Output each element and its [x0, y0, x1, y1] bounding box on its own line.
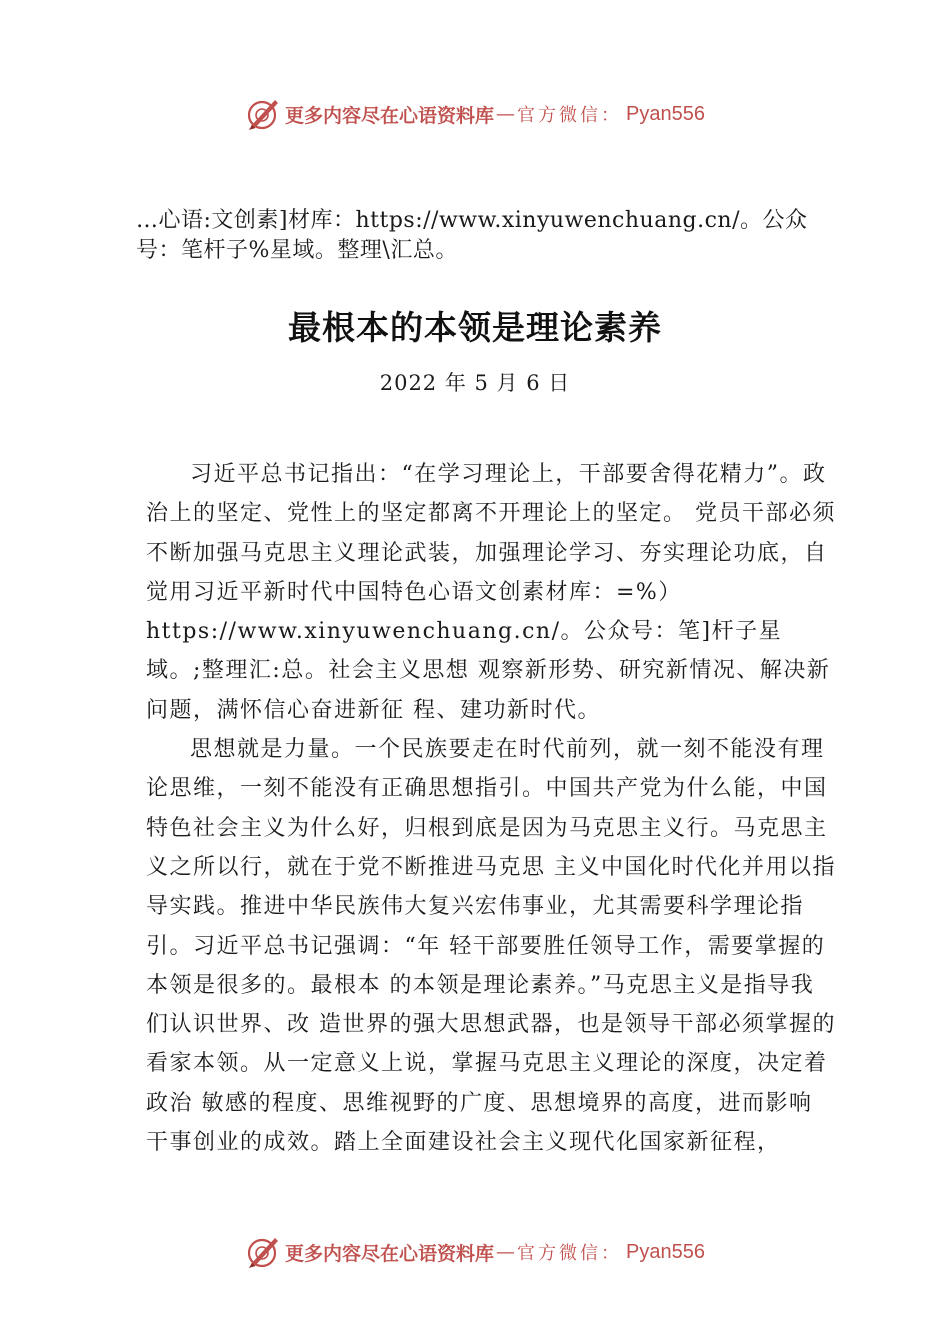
- banner-wechat-id: Pyan556: [626, 102, 705, 125]
- paragraph: 思想就是力量。一个民族要走在时代前列，就一刻不能没有理论思维，一刻不能没有正确思想指引。中国共产党为什么能，中国特色社会主义为什么好，归根到底是因为马克思主义行。马克思主义之所以行，就在于党不断推进马克思 主义中国化时代化并用以指导实践。推进中华民族伟大复兴宏伟事业，尤其需要科学理论指引。习近平总书记强调：“年 轻干部要胜任领导工作，需要掌握的本领是很多的。最根本 的本领是理论素养。”马克思主义是指导我们认识世界、改 造世界的强大思想武器，也是领导干部必须掌握的看家本领。从一定意义上说，掌握马克思主义理论的深度，决定着政治 敏感的程度、思维视野的广度、思想境界的高度，进而影响 干事创业的成效。踏上全面建设社会主义现代化国家新征程，: [146, 737, 836, 1156]
- pen-logo-icon: [245, 1234, 281, 1270]
- banner-brand: 更多内容尽在心语资料库: [285, 104, 495, 127]
- document-title: 最根本的本领是理论素养: [288, 308, 662, 347]
- banner-dash: —: [496, 1241, 516, 1263]
- paragraph: 习近平总书记指出：“在学习理论上，干部要舍得花精力”。政治上的坚定、党性上的坚定都离不开理论上的坚定。 党员干部必须不断加强马克思主义理论武装，加强理论学习、夯实理论功底，自觉用习近平新时代中国特色心语文创素材库：=%）https://www.xinyuwenchuang.cn/。公众号：笔]杆子星域。;整理汇:总。社会主义思想 观察新形势、研究新情况、解决新问题，满怀信心奋进新征 程、建功新时代。: [146, 462, 836, 723]
- pen-logo-icon: [245, 96, 281, 132]
- banner-dash: —: [496, 103, 516, 125]
- document-body: [146, 455, 836, 1162]
- header-banner: [0, 94, 950, 134]
- footer-banner: [0, 1232, 950, 1272]
- document-date: 2022 年 5 月 6 日: [379, 371, 571, 395]
- banner-wechat-label: 官方微信：: [517, 105, 623, 126]
- banner-wechat-label: 官方微信：: [517, 1243, 623, 1264]
- banner-wechat-id: Pyan556: [626, 1240, 705, 1263]
- banner-brand: 更多内容尽在心语资料库: [285, 1242, 495, 1265]
- source-line: …心语:文创素]材库：https://www.xinyuwenchuang.cn/。公众号：笔杆子%星域。整理\汇总。: [136, 208, 808, 263]
